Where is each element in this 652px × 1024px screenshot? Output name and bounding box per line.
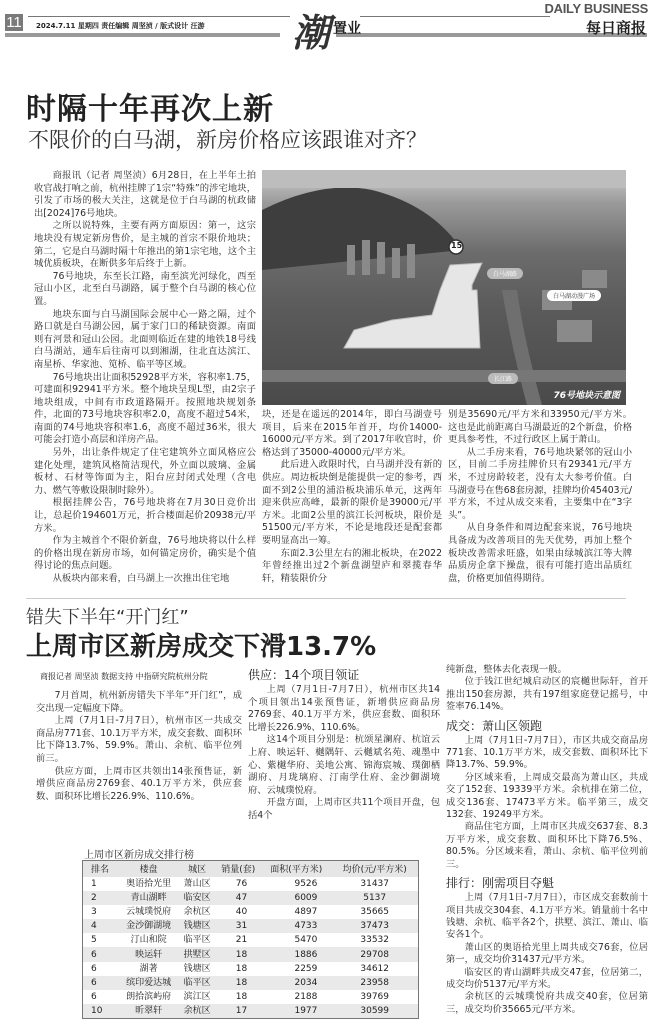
table-cell: 滨江区 (183, 992, 211, 1003)
photo-caption: 76号地块示意图 (553, 391, 620, 401)
table-row (83, 905, 419, 919)
paragraph: 作为主城首个不限价新盘，76号地块将以什么样的价格出现在新房市场，如何锚定房价，确实是个值得讨论的焦点问题。 (34, 535, 256, 572)
table-cell: 湖著 (139, 963, 158, 974)
column-header: 销量(套) (215, 861, 261, 877)
table-cell: 30599 (331, 1004, 418, 1018)
byline: 商报记者 周坚浈 数据支持 中指研究院杭州分院 (40, 672, 208, 681)
table-cell: 39769 (360, 992, 390, 1003)
section-heading: 成交：萧山区领跑 (446, 718, 543, 733)
table-cell: 1886 (261, 947, 331, 961)
paragraph: 之所以说特殊，主要有两方面原因：第一，这宗地块没有规定新房售价，是主城的首宗不限价地块；第二，它是白马湖时隔十年推出的第1宗宅地，这个主城优质板块，在断供多年后终于上新。 (34, 220, 256, 270)
table-cell: 3 (91, 906, 97, 917)
paragraph: 根据挂牌公告，76号地块将在7月30日竞价出让，总起价194601万元，折合楼面起价20938元/平方米。 (34, 497, 256, 534)
table-cell: 青山湖畔 (118, 891, 179, 905)
ranking-table (82, 860, 419, 1019)
paragraph: 上周（7月1日-7月7日），市区成交套数前十项目共成交304套、4.1万平方米。销量前十名中钱塘、余杭、临平各2个，拱墅、滨江、萧山、临安各1个。 (446, 892, 648, 941)
table-cell: 18 (235, 963, 248, 974)
paragraph: 临安区的青山湖畔共成交47套，位居第二，成交均价5137元/平方米。 (446, 966, 648, 990)
paragraph: 块，还是在遥远的2014年，即白马湖壹号项目，后来在2015年首开，均价14000-16000元/平方米。到了2017年收官时，价格达到了35000-40000元/平方米。 (262, 409, 442, 458)
paragraph: 另外，出让条件规定了住宅建筑外立面风格应公建化处理，建筑风格简洁现代，外立面以玻璃、金属板材、石材等饰面为主，阳台应封闭式处理（含电力、燃气等敷设限制时除外）。 (34, 447, 256, 496)
table-cell: 临平区 (183, 935, 211, 946)
brand-english: DAILY BUSINESS (544, 1, 648, 16)
table-row (83, 891, 419, 905)
paragraphs (446, 664, 648, 714)
table-title: 上周市区新房成交排行榜 (84, 850, 194, 861)
paragraph: 76号地块，东至长江路，南至滨光河绿化，西至冠山小区，北至白马湖路，属于整个白马湖的核心位置。 (34, 270, 256, 307)
section-logo: 潮 (292, 10, 331, 55)
paragraph: 分区域来看，上周成交最高为萧山区，共成交了152套、19339平方米。余杭排在第二位，成交136套、17473平方米。临平第三，成交132套、19249平方米。 (446, 771, 648, 821)
table-cell: 5137 (331, 891, 418, 905)
table-cell: 朗拾滨屿府 (126, 992, 172, 1003)
column-header: 城区 (179, 861, 215, 877)
paragraph: 上周（7月1日-7月7日），市区共成交商品房771套、10.1万平方米，成交套数、面积环比下降13.7%、59.9%。 (446, 734, 648, 771)
table-cell: 6 (91, 992, 97, 1003)
table-cell: 映运轩 (118, 947, 179, 961)
column-header: 排名 (83, 861, 119, 877)
table-cell: 9526 (294, 878, 318, 889)
table-row (83, 877, 419, 891)
article2-column-2 (248, 668, 440, 823)
table-cell: 35665 (360, 906, 390, 917)
kicker: 错失下半年“开门红” (26, 607, 189, 628)
page-number: 11 (6, 14, 22, 31)
photo-illustration (262, 170, 626, 405)
table-cell: 2188 (294, 992, 318, 1003)
article1-column-2 (262, 409, 442, 585)
paragraph: 位于钱江世纪城启动区的宸樾世际轩，首开推出150套房源，共有197组家庭登记摇号，中签率76.14%。 (446, 676, 648, 713)
table-cell: 昕翠轩 (118, 1004, 179, 1018)
column-header: 面积(平方米) (261, 861, 331, 877)
table-cell: 云城璞悦府 (126, 906, 172, 917)
place-label: 白马湖动漫广场 (547, 290, 601, 301)
table-row (83, 962, 419, 976)
article1-column-3 (448, 409, 632, 585)
table-cell: 47 (215, 891, 261, 905)
table-header-row (83, 861, 419, 877)
table-cell: 5470 (294, 935, 318, 946)
paragraph: 从自身条件和周边配套来说，76号地块具备成为改善项目的先天优势，再加上整个板块改善需求旺盛，如果由绿城滨江等大牌品质房企拿下操盘，很有可能打造出品质红盘，价格更加值得期待。 (448, 522, 632, 584)
section-name: 置业 (333, 21, 361, 37)
table-cell: 31437 (360, 878, 390, 889)
paragraph: 从板块内部来看，白马湖上一次推出住宅地 (52, 573, 230, 584)
table-cell: 6 (91, 963, 97, 974)
table-cell: 临安区 (179, 891, 215, 905)
table-cell: 2259 (294, 963, 318, 974)
paragraphs (248, 684, 440, 823)
table-cell: 37473 (331, 919, 418, 933)
table-row (83, 933, 419, 947)
table-cell: 余杭区 (183, 906, 211, 917)
header-rule (360, 16, 550, 17)
road-label: 长江路 (488, 373, 518, 384)
paragraph: 地块东面与白马湖国际会展中心一路之隔，过个路口就是白马湖公园，属于家门口的稀缺资源。南面则有河景和冠山公园。北面则临近在建的地铁18号线白马湖站，通车后往南可以到湘湖，往北直达滨江、南星桥、华家池、笕桥、临平等区域。 (34, 308, 256, 370)
table-cell: 1 (91, 878, 97, 889)
table-cell: 34612 (360, 963, 390, 974)
table-cell: 33532 (360, 935, 390, 946)
table-cell: 钱塘区 (183, 963, 211, 974)
table-cell: 6 (83, 947, 119, 961)
paragraphs (446, 892, 648, 1016)
paragraph: 别是35690元/平方米和33950元/平方米。这也是此前距离白马湖最近的2个新盘，价格更具参考性，不过行政区上属于萧山。 (448, 409, 632, 446)
paragraph: 纯新盘，整体去化表现一般。 (446, 664, 567, 675)
header-bar (5, 33, 280, 37)
paragraph: 开盘方面，上周市区共11个项目开盘，包括4个 (248, 797, 440, 821)
table-row (83, 1004, 419, 1018)
road-label: 白马湖路 (487, 268, 523, 279)
table-cell: 萧山区 (183, 878, 211, 889)
paragraph: 76号地块出让面积52928平方米，容积率1.75，可建面积92941平方米。整个地块呈现L型，由2宗子地块组成，中间有市政道路隔开。按照地块规划条件，北面的73号地块容积率2.0，高度不超过54米，南面的74号地块容积率1.6，高度不超过36米，很大可能会打造小高层和洋房产品。 (34, 371, 256, 446)
aerial-photo (262, 170, 626, 405)
table-cell: 5 (91, 935, 97, 946)
table-cell: 4 (83, 919, 119, 933)
paragraph: 这14个项目分别是：杭颂星澜府、杭谊云上府、映运轩、樾隅轩、云樾斌名苑、魂墨中心、紫樾华府、美地公寓、锦海宸城、璞御栖湖府、月珑璃府、汀南学仕府、金沙御湖境府、云城璞悦府。 (248, 734, 440, 796)
table-cell: 钱塘区 (179, 919, 215, 933)
table-cell: 29708 (331, 947, 418, 961)
headline: 时隔十年再次上新 (26, 92, 274, 127)
section-heading: 排行：刚需项目夺魁 (446, 876, 555, 891)
table-cell: 18 (215, 976, 261, 990)
table-row (83, 990, 419, 1004)
paragraph: 供应方面，上周市区共领出14张预售证，新增供应商品房2769套、40.1万平方米，供应套数、面积环比增长226.9%、110.6%。 (36, 765, 242, 802)
paragraphs (446, 735, 648, 871)
table-cell: 4733 (261, 919, 331, 933)
paragraph: 此后进入政限时代，白马湖并没有新的供应。周边板块倒是能提供一定的参考，西面不到2公里的浦沿板块浦乐单元，这两年迎来供应高峰，最新的限价是39000元/平方米。北面2公里的滨江长河板块，限价是51500元/平方米，不论是地段还是配套都要明显高出一筹。 (262, 459, 442, 546)
article2-column-1 (36, 690, 242, 803)
table-cell: 6009 (261, 891, 331, 905)
table-cell: 4897 (294, 906, 318, 917)
table-cell: 奥语拾光里 (126, 878, 172, 889)
paragraph: 东面2.3公里左右的湘北板块，在2022年曾经推出过2个新盘湖望庐和翠揽春华轩，精装限价分 (262, 547, 442, 584)
brand-chinese: 每日商报 (585, 19, 646, 37)
table-row (83, 919, 419, 933)
paragraph: 从二手房来看，76号地块紧邻的冠山小区，目前二手房挂牌价只有29341元/平方米，不过房龄较老，没有太大参考价值。白马湖壹号在售68套房源，挂牌均价45403元/平方米，不过从成交来看，主要集中在“3字头”。 (448, 446, 632, 521)
table-cell: 40 (235, 906, 248, 917)
table-cell: 余杭区 (179, 1004, 215, 1018)
table-cell: 拱墅区 (179, 947, 215, 961)
table-cell: 6 (83, 976, 119, 990)
paragraph: 商品住宅方面，上周市区共成交637套、8.3万平方米，成交套数、面积环比下降76.5%、80.5%。分区域来看，萧山、余杭、临平位列前三。 (446, 821, 648, 870)
table-cell: 金沙御湖境 (118, 919, 179, 933)
paragraph: 萧山区的奥语拾光里上周共成交76套，位居第一，成交均价31437元/平方米。 (446, 941, 648, 966)
table-cell: 10 (83, 1004, 119, 1018)
paragraph: 商报讯（记者 周坚浈）6月28日，在上半年土拍收官战打响之前，杭州挂牌了1宗“特殊”的涉宅地块，引发了市场的极大关注，这就是位于白马湖的杭政储出[2024]76号地块。 (34, 170, 256, 219)
table-row (83, 947, 419, 961)
headline: 上周市区新房成交下滑13.7% (26, 632, 377, 662)
table-cell: 1977 (261, 1004, 331, 1018)
table-cell: 23958 (331, 976, 418, 990)
table-cell: 缤印爱达城 (118, 976, 179, 990)
table-cell: 临平区 (179, 976, 215, 990)
table-cell: 2 (83, 891, 119, 905)
table-cell: 18 (235, 992, 248, 1003)
article1-column-1 (34, 170, 256, 586)
section-divider (26, 598, 626, 599)
map-marker: 15 (451, 241, 463, 250)
table-cell: 21 (235, 935, 248, 946)
table-cell: 18 (215, 947, 261, 961)
header-rule (28, 16, 290, 17)
table-row (83, 976, 419, 990)
paragraph: 7月首周，杭州新房错失下半年“开门红”，成交出现一定幅度下降。 (36, 690, 242, 714)
paragraph: 上周（7月1日-7月7日），杭州市区一共成交商品房771套、10.1万平方米，成交套数、面积环比下降13.7%、59.9%。萧山、余杭、临平位列前三。 (36, 715, 242, 764)
table-cell: 2034 (261, 976, 331, 990)
section-heading: 供应：14个项目领证 (248, 668, 360, 682)
article2-column-3 (446, 664, 648, 1016)
subheadline: 不限价的白马湖，新房价格应该跟谁对齐？ (28, 128, 427, 152)
dateline: 2024.7.11 星期四 责任编辑 周坚浈 / 版式设计 汪游 (36, 22, 205, 30)
column-header: 均价(元/平方米) (331, 861, 418, 877)
paragraph: 余杭区的云城璞悦府共成交40套，位居第三，成交均价35665元/平方米。 (446, 991, 648, 1015)
table-cell: 汀山和院 (130, 935, 167, 946)
table-cell: 17 (215, 1004, 261, 1018)
table-cell: 76 (235, 878, 248, 889)
paragraph: 上周（7月1日-7月7日），杭州市区共14个项目领出14张预售证，新增供应商品房2769套、40.1万平方米，供应套数、面积环比增长226.9%、110.6%。 (248, 684, 440, 733)
column-header: 楼盘 (118, 861, 179, 877)
table-cell: 31 (215, 919, 261, 933)
